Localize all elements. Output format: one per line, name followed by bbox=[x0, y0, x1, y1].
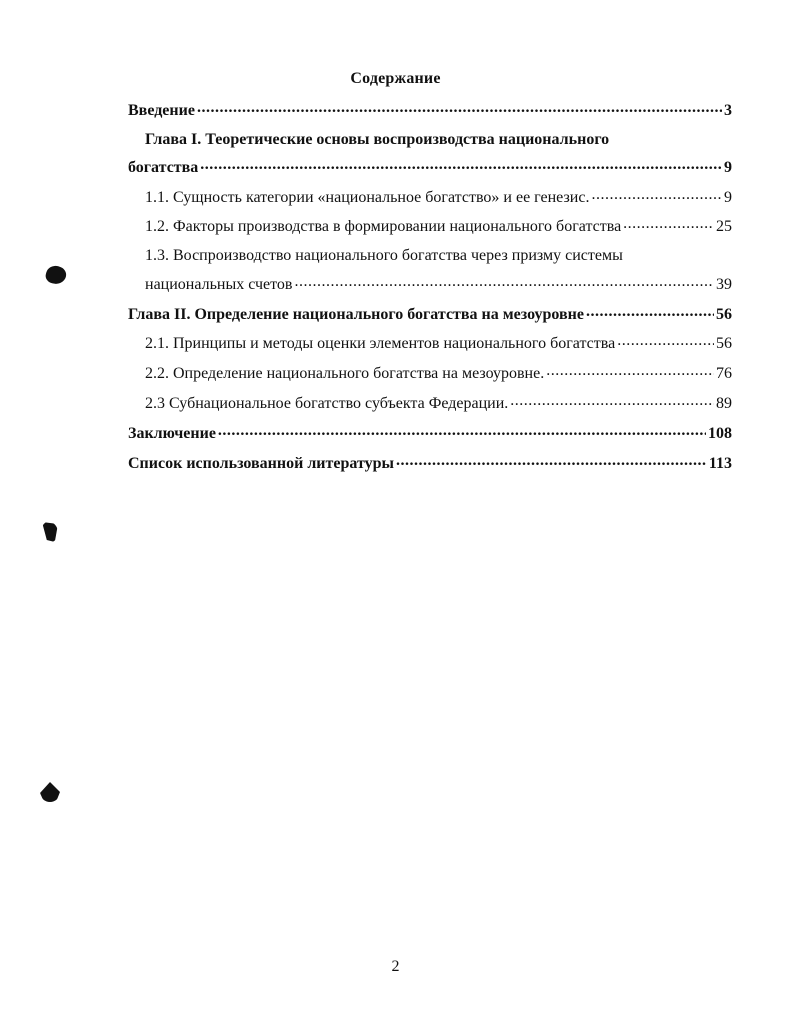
dot-leader bbox=[623, 217, 714, 231]
toc-entry-label: богатства bbox=[128, 159, 199, 176]
toc-entry-1-1 bbox=[145, 188, 732, 208]
toc-entry-page: 25 bbox=[716, 218, 732, 235]
dot-leader bbox=[510, 394, 714, 408]
punch-hole-mark bbox=[44, 264, 68, 287]
toc-entry-label: 2.3 Субнациональное богатство субъекта Федерации. bbox=[145, 395, 509, 412]
page-title: Содержание bbox=[350, 70, 441, 87]
toc-entry-label: национальных счетов bbox=[145, 276, 293, 293]
dot-leader bbox=[591, 188, 722, 202]
toc-entry-label: Глава II. Определение национального богатства на мезоуровне bbox=[128, 306, 584, 323]
toc-entry-page: 3 bbox=[724, 102, 732, 119]
toc-entry-1-3-line1: 1.3. Воспроизводство национального богатства через призму системы bbox=[145, 247, 623, 264]
toc-entry-1-2 bbox=[145, 217, 732, 237]
toc-entry-page: 9 bbox=[724, 159, 732, 176]
toc-entry-label: 1.2. Факторы производства в формировании национального богатства bbox=[145, 218, 622, 235]
toc-entry-chapter1 bbox=[128, 158, 732, 178]
toc-entry-label: 2.1. Принципы и методы оценки элементов национального богатства bbox=[145, 335, 616, 352]
dot-leader bbox=[617, 334, 714, 348]
toc-entry-label: Введение bbox=[128, 102, 195, 119]
toc-entry-references bbox=[128, 454, 732, 474]
toc-entry-2-1 bbox=[145, 334, 732, 354]
dot-leader bbox=[396, 454, 707, 468]
toc-entry-page: 39 bbox=[716, 276, 732, 293]
punch-hole-mark bbox=[42, 522, 58, 542]
dot-leader bbox=[197, 101, 722, 115]
page-number: 2 bbox=[391, 958, 400, 975]
dot-leader bbox=[586, 305, 714, 319]
toc-entry-page: 9 bbox=[724, 189, 732, 206]
dot-leader bbox=[546, 364, 714, 378]
toc-entry-conclusion bbox=[128, 424, 732, 444]
toc-entry-page: 76 bbox=[716, 365, 732, 382]
toc-entry-label: Список использованной литературы bbox=[128, 455, 394, 472]
toc-entry-chapter1-line1: Глава I. Теоретические основы воспроизводства национального bbox=[145, 131, 610, 148]
toc-entry-label: 1.1. Сущность категории «национальное богатство» и ее генезис. bbox=[145, 189, 590, 206]
toc-entry-page: 89 bbox=[716, 395, 732, 412]
toc-entry-page: 113 bbox=[708, 455, 732, 472]
toc-entry-chapter2 bbox=[128, 305, 732, 325]
toc-entry-2-3 bbox=[145, 394, 732, 414]
dot-leader bbox=[294, 275, 714, 289]
toc-entry-1-3 bbox=[145, 275, 732, 295]
toc-entry-page: 56 bbox=[716, 335, 732, 352]
dot-leader bbox=[218, 424, 706, 438]
toc-entry-label: Заключение bbox=[128, 425, 216, 442]
toc-entry-page: 56 bbox=[716, 306, 732, 323]
punch-hole-mark bbox=[40, 782, 60, 802]
toc-entry-page: 108 bbox=[708, 425, 732, 442]
toc-entry-2-2 bbox=[145, 364, 732, 384]
toc-entry-label: 2.2. Определение национального богатства на мезоуровне. bbox=[145, 365, 545, 382]
toc-entry-intro bbox=[128, 101, 732, 121]
dot-leader bbox=[200, 158, 722, 172]
